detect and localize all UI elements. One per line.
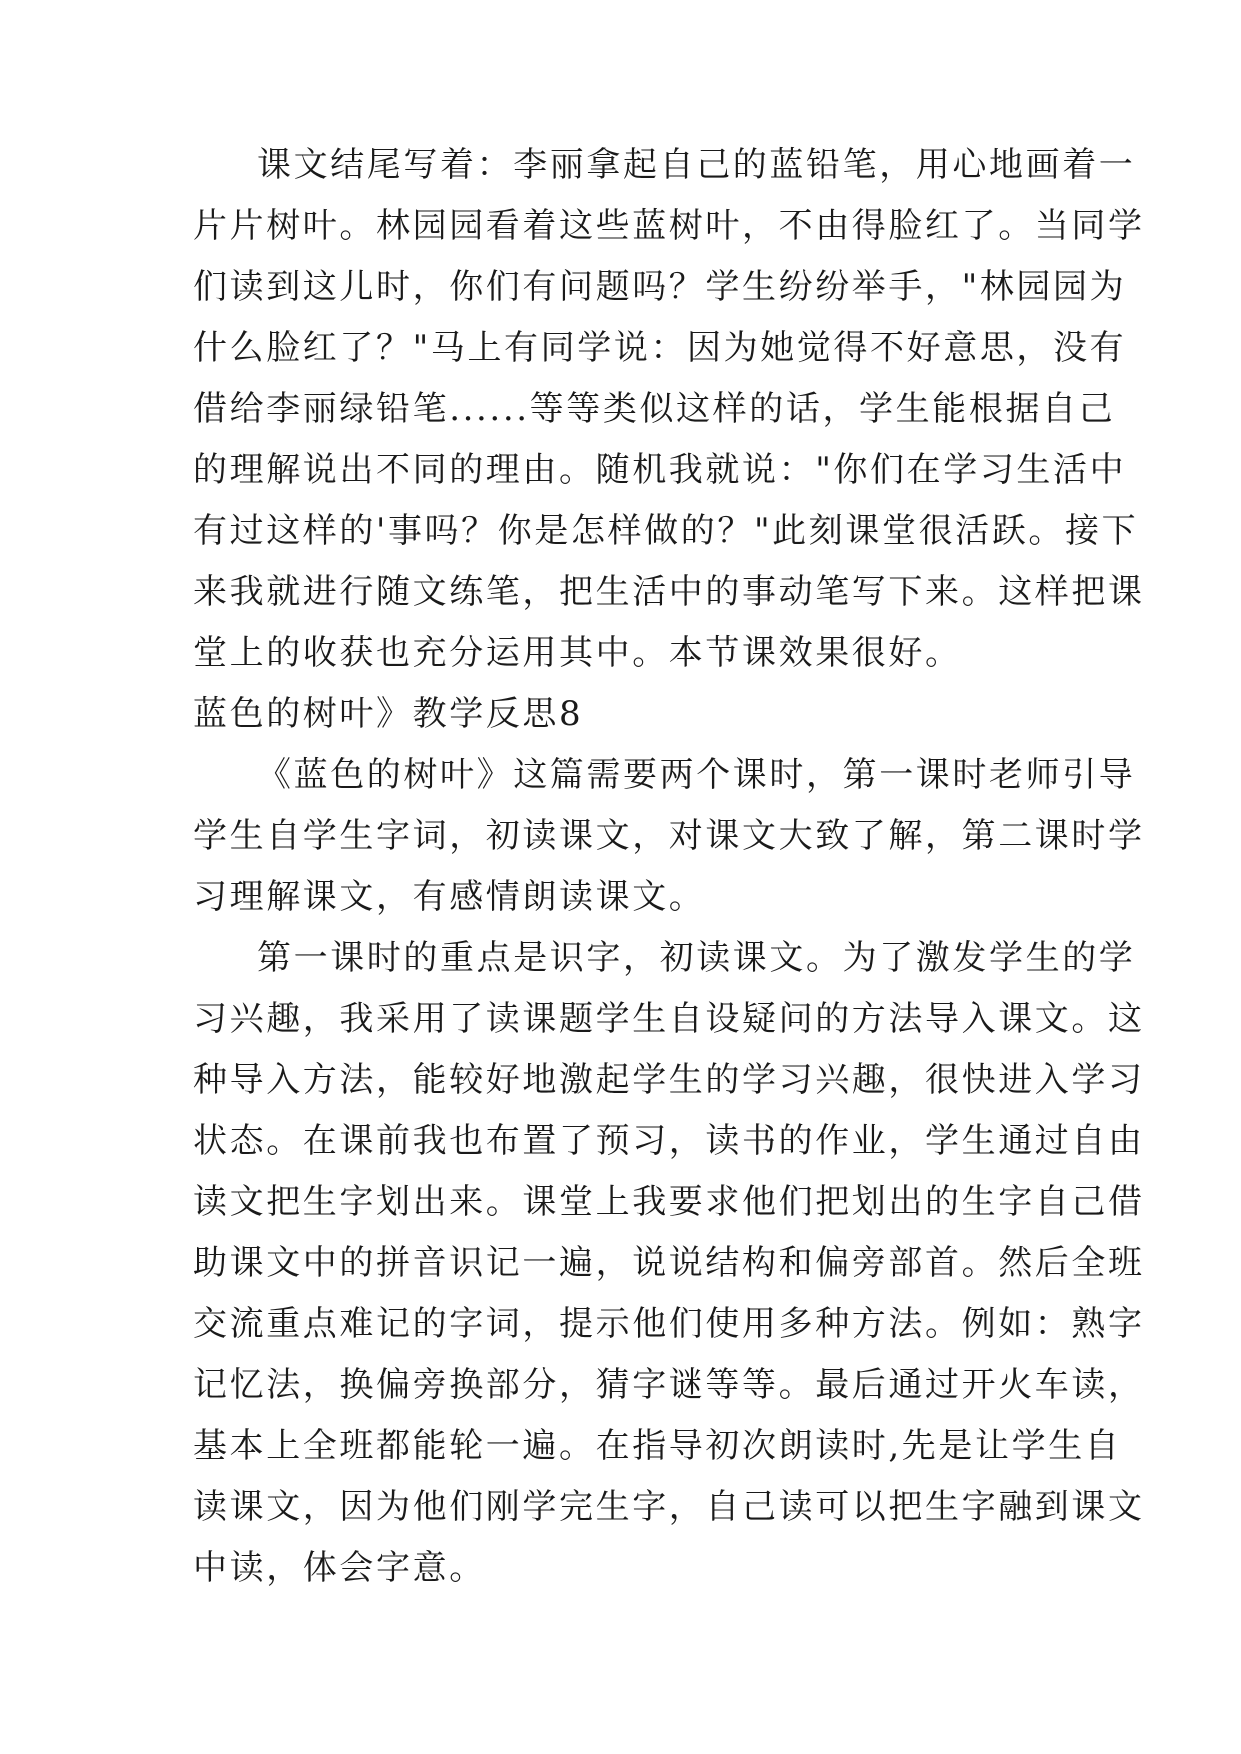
text-line: 有过这样的'事吗？你是怎样做的？"此刻课堂很活跃。接下: [193, 511, 1139, 551]
text-line: 学生自学生字词，初读课文，对课文大致了解，第二课时学: [193, 816, 1145, 856]
text-line: 什么脸红了？"马上有同学说：因为她觉得不好意思，没有: [193, 328, 1127, 368]
text-line: 的理解说出不同的理由。随机我就说："你们在学习生活中: [193, 450, 1127, 490]
text-line: 读文把生字划出来。课堂上我要求他们把划出的生字自己借: [193, 1182, 1145, 1222]
text-line: 课文结尾写着：李丽拿起自己的蓝铅笔，用心地画着一: [257, 145, 1136, 185]
text-line: 习理解课文，有感情朗读课文。: [193, 877, 706, 917]
text-line: 习兴趣，我采用了读课题学生自设疑问的方法导入课文。这: [193, 999, 1145, 1039]
text-line: 基本上全班都能轮一遍。在指导初次朗读时,先是让学生自: [193, 1426, 1122, 1466]
text-line: 记忆法，换偏旁换部分，猜字谜等等。最后通过开火车读，: [193, 1365, 1145, 1405]
text-line: 们读到这儿时，你们有问题吗？学生纷纷举手，"林园园为: [193, 267, 1127, 307]
text-line: 借给李丽绿铅笔......等等类似这样的话，学生能根据自己: [193, 389, 1116, 429]
text-line: 交流重点难记的字词，提示他们使用多种方法。例如：熟字: [193, 1304, 1145, 1344]
text-line: 片片树叶。林园园看着这些蓝树叶，不由得脸红了。当同学: [193, 206, 1145, 246]
text-line: 助课文中的拼音识记一遍，说说结构和偏旁部首。然后全班: [193, 1243, 1145, 1283]
text-line: 读课文，因为他们刚学完生字，自己读可以把生字融到课文: [193, 1487, 1145, 1527]
text-line: 中读，体会字意。: [193, 1548, 486, 1588]
section-heading: 蓝色的树叶》教学反思8: [193, 694, 584, 734]
text-line: 堂上的收获也充分运用其中。本节课效果很好。: [193, 633, 962, 673]
text-line: 来我就进行随文练笔，把生活中的事动笔写下来。这样把课: [193, 572, 1145, 612]
text-line: 状态。在课前我也布置了预习，读书的作业，学生通过自由: [193, 1121, 1145, 1161]
text-line: 种导入方法，能较好地激起学生的学习兴趣，很快进入学习: [193, 1060, 1145, 1100]
text-line: 第一课时的重点是识字，初读课文。为了激发学生的学: [257, 938, 1136, 978]
text-line: 《蓝色的树叶》这篇需要两个课时，第一课时老师引导: [257, 755, 1136, 795]
